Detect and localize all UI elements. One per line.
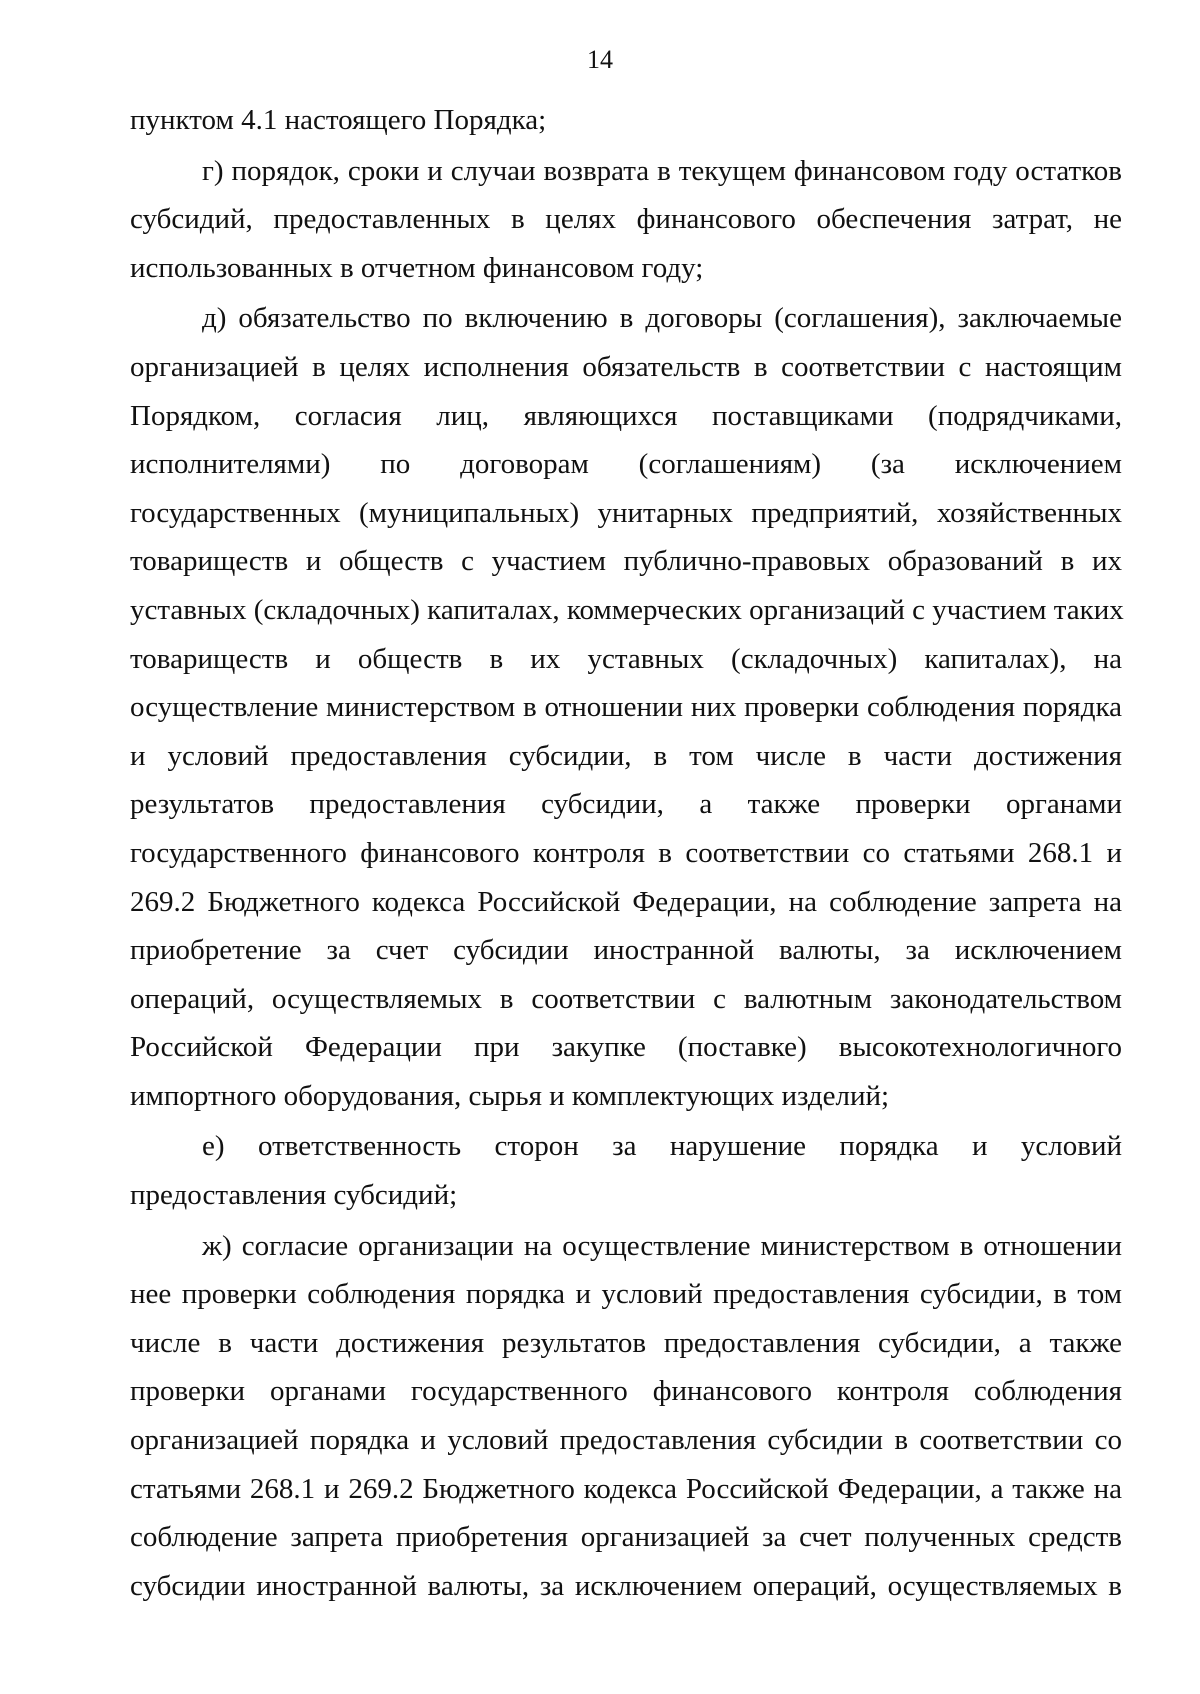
text-line: нее проверки соблюдения порядка и условий предоставления субсидии, в том xyxy=(130,1278,1122,1311)
text-line: 269.2 Бюджетного кодекса Российской Федерации, на соблюдение запрета на xyxy=(130,885,1122,918)
text-line: соблюдение запрета приобретения организацией за счет полученных средств xyxy=(130,1521,1122,1554)
text-line: государственных (муниципальных) унитарных предприятий, хозяйственных xyxy=(130,496,1122,529)
text-line: использованных в отчетном финансовом году; xyxy=(130,251,704,284)
text-line: субсидии иностранной валюты, за исключением операций, осуществляемых в xyxy=(130,1569,1122,1602)
text-line: осуществление министерством в отношении них проверки соблюдения порядка xyxy=(130,691,1122,724)
text-line: ж) согласие организации на осуществление министерством в отношении xyxy=(202,1229,1122,1262)
paragraph-continuation xyxy=(130,96,1122,145)
text-line: предоставления субсидий; xyxy=(130,1179,458,1212)
paragraph-d xyxy=(130,294,1122,1120)
document-body xyxy=(130,96,1122,1612)
page-number: 14 xyxy=(587,45,613,74)
text-line: операций, осуществляемых в соответствии с валютным законодательством xyxy=(130,982,1122,1015)
text-line: товариществ и обществ в их уставных (складочных) капиталах), на xyxy=(130,642,1122,675)
text-line: уставных (складочных) капиталах, коммерческих организаций с участием таких xyxy=(130,593,1124,626)
text-line: проверки органами государственного финансового контроля соблюдения xyxy=(130,1375,1122,1408)
text-line: государственного финансового контроля в соответствии со статьями 268.1 и xyxy=(130,836,1122,869)
text-line: Порядком, согласия лиц, являющихся поставщиками (подрядчиками, xyxy=(130,399,1122,432)
text-line: е) ответственность сторон за нарушение порядка и условий xyxy=(202,1130,1122,1163)
paragraph-g xyxy=(130,147,1122,293)
text-line: Российской Федерации при закупке (поставке) высокотехнологичного xyxy=(130,1031,1122,1064)
text-line: товариществ и обществ с участием публично-правовых образований в их xyxy=(130,545,1122,578)
text-line: импортного оборудования, сырья и комплектующих изделий; xyxy=(130,1079,890,1112)
text-line: статьями 268.1 и 269.2 Бюджетного кодекса Российской Федерации, а также на xyxy=(130,1472,1122,1505)
text-line: исполнителями) по договорам (соглашениям) (за исключением xyxy=(130,448,1122,481)
text-line: г) порядок, сроки и случаи возврата в текущем финансовом году остатков xyxy=(202,154,1122,187)
text-line: пунктом 4.1 настоящего Порядка; xyxy=(130,104,547,136)
text-line: числе в части достижения результатов предоставления субсидии, а также xyxy=(130,1326,1122,1359)
text-line: организацией в целях исполнения обязательств в соответствии с настоящим xyxy=(130,350,1122,383)
paragraph-e xyxy=(130,1122,1122,1219)
text-line: д) обязательство по включению в договоры (соглашения), заключаемые xyxy=(202,302,1122,335)
text-line: и условий предоставления субсидии, в том числе в части достижения xyxy=(130,739,1122,772)
text-line: результатов предоставления субсидии, а также проверки органами xyxy=(130,788,1122,821)
text-line: организацией порядка и условий предоставления субсидии в соответствии со xyxy=(130,1424,1122,1457)
text-line: субсидий, предоставленных в целях финансового обеспечения затрат, не xyxy=(130,203,1122,236)
paragraph-zh xyxy=(130,1222,1122,1611)
text-line: приобретение за счет субсидии иностранной валюты, за исключением xyxy=(130,934,1122,967)
